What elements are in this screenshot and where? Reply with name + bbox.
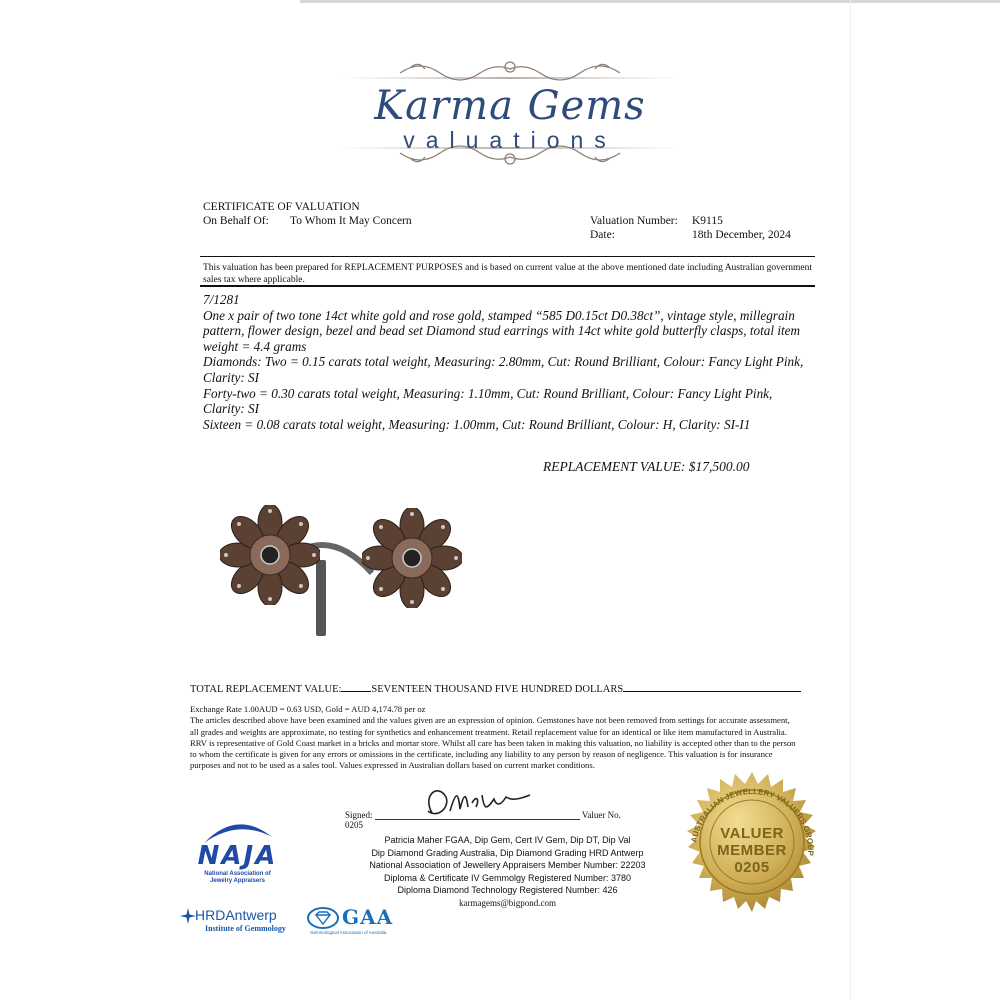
hrd-subtitle: Institute of Gemmology bbox=[205, 924, 286, 933]
seal-ring-path: AUSTRALIAN JEWELLERY VALUERS GROUP bbox=[689, 786, 816, 856]
hrd-antwerp-logo bbox=[180, 907, 300, 937]
exchange-rate: Exchange Rate 1.00AUD = 0.63 USD, Gold = AUD 4,174.78 per oz bbox=[190, 704, 426, 714]
seal-line-3: 0205 bbox=[734, 859, 770, 876]
date-label: Date: bbox=[590, 229, 615, 241]
total-underline-tail bbox=[623, 691, 801, 692]
date-value: 18th December, 2024 bbox=[692, 229, 791, 241]
on-behalf-label: On Behalf Of: bbox=[203, 215, 269, 227]
earring-left-image bbox=[220, 505, 320, 605]
diamond-icon bbox=[307, 907, 339, 929]
seal-line-2: MEMBER bbox=[717, 842, 787, 859]
credential-line-4: Diploma & Certificate IV Gemmolgy Registered Number: 3780 bbox=[383, 872, 632, 883]
disclaimer: The articles described above have been examined and the values given are an expression of opinion. Gemstones have not been removed from settings for accurate assessment, all grades and weights are approximate, no testing for synthetics and enhancement treatment. Retail replacement value for an identical or like item manufactured in Australia. RRV is representative of Gold Coast market in a bricks and mortar store. Whilst all care has been taken in making this valuation, no liability is accepted other than to the person to whom the certificate is given for any errors or omissions in the certificate, including any liability to any person by reason of negligence. This valuation is for insurance purposes and not to be used as a sales tool. Values expressed in Australian dollars based on current market conditions. bbox=[190, 715, 796, 771]
naja-subtitle-line-2: Jewelry Appraisers bbox=[210, 878, 265, 884]
handwritten-signature bbox=[420, 785, 540, 821]
hrd-wordmark: HRDAntwerp bbox=[195, 907, 277, 923]
diamonds-line-1: Diamonds: Two = 0.15 carats total weight, Measuring: 2.80mm, Cut: Round Brilliant, Colour: Fancy Light Pink, Clarity: SI bbox=[203, 354, 804, 385]
credential-line-5: Diploma Diamond Technology Registered Number: 426 bbox=[397, 885, 618, 895]
fine-print bbox=[190, 704, 800, 772]
valuation-number: K9115 bbox=[692, 215, 723, 227]
naja-logo bbox=[190, 815, 285, 890]
purpose-statement: This valuation has been prepared for REPLACEMENT PURPOSES and is based on current value at the above mentioned date including Australian government sales tax where applicable. bbox=[203, 263, 813, 285]
gaa-logo bbox=[305, 907, 415, 937]
contact-email: karmagems@bigpond.com bbox=[458, 897, 557, 908]
signed-label: Signed: bbox=[345, 810, 373, 820]
scan-edge-top bbox=[300, 0, 1000, 3]
diamonds-line-3: Sixteen = 0.08 carats total weight, Measuring: 1.00mm, Cut: Round Brilliant, Colour: H, Clarity: SI-I1 bbox=[203, 416, 751, 432]
total-replacement-row bbox=[190, 684, 815, 695]
valuer-member-seal bbox=[672, 770, 832, 930]
purpose-rule bbox=[200, 285, 815, 287]
diamonds-line-2: Forty-two = 0.30 carats total weight, Measuring: 1.10mm, Cut: Round Brilliant, Colour: Fancy Light Pink, Clarity: SI bbox=[203, 385, 773, 417]
star-icon bbox=[180, 908, 196, 924]
credentials-block bbox=[335, 834, 680, 909]
signature-row bbox=[345, 805, 635, 830]
item-description: One x pair of two tone 14ct white gold and rose gold, stamped “585 D0.15ct D0.38ct”, vintage style, millegrain pattern, flower design, bezel and bead set Diamond stud earrings with 14ct white gold butterfly clasps, total item weight = 4.4 grams bbox=[203, 307, 801, 354]
header-rule bbox=[200, 256, 815, 257]
valuer-number: Valuer No. 0205 bbox=[345, 810, 621, 830]
item-description-block bbox=[203, 292, 808, 432]
karma-gems-logo bbox=[330, 55, 690, 170]
item-code: 7/1281 bbox=[203, 292, 240, 307]
total-underline-lead bbox=[341, 691, 371, 692]
signature-line bbox=[375, 805, 580, 820]
total-words: SEVENTEEN THOUSAND FIVE HUNDRED DOLLARS bbox=[371, 684, 624, 695]
seal-center-text bbox=[705, 825, 799, 876]
naja-subtitle-line-1: National Association of bbox=[204, 871, 271, 877]
credential-line-3: National Association of Jewellery Appraisers Member Number: 22203 bbox=[369, 860, 646, 870]
naja-subtitle bbox=[190, 871, 285, 885]
credential-line-1: Patricia Maher FGAA, Dip Gem, Cert IV Gem, Dip DT, Dip Val bbox=[384, 835, 631, 845]
logo-subtitle: valuations bbox=[403, 127, 617, 153]
gaa-wordmark: GAA bbox=[342, 905, 394, 929]
gaa-subtitle: Gemmological Association of Australia bbox=[310, 930, 387, 935]
total-label: TOTAL REPLACEMENT VALUE: bbox=[190, 684, 342, 695]
valuation-number-label: Valuation Number: bbox=[590, 215, 678, 227]
credential-line-2: Dip Diamond Grading Australia, Dip Diamond Grading HRD Antwerp bbox=[371, 847, 644, 858]
scan-edge-right bbox=[850, 0, 851, 1000]
logo-script: Karma Gems bbox=[374, 83, 646, 129]
on-behalf-value: To Whom It May Concern bbox=[290, 215, 412, 227]
earring-right-image bbox=[362, 508, 462, 608]
naja-wordmark: NAJA bbox=[197, 841, 278, 871]
replacement-value: REPLACEMENT VALUE: $17,500.00 bbox=[543, 459, 750, 474]
certificate-title: CERTIFICATE OF VALUATION bbox=[203, 201, 360, 213]
seal-line-1: VALUER bbox=[720, 825, 784, 842]
